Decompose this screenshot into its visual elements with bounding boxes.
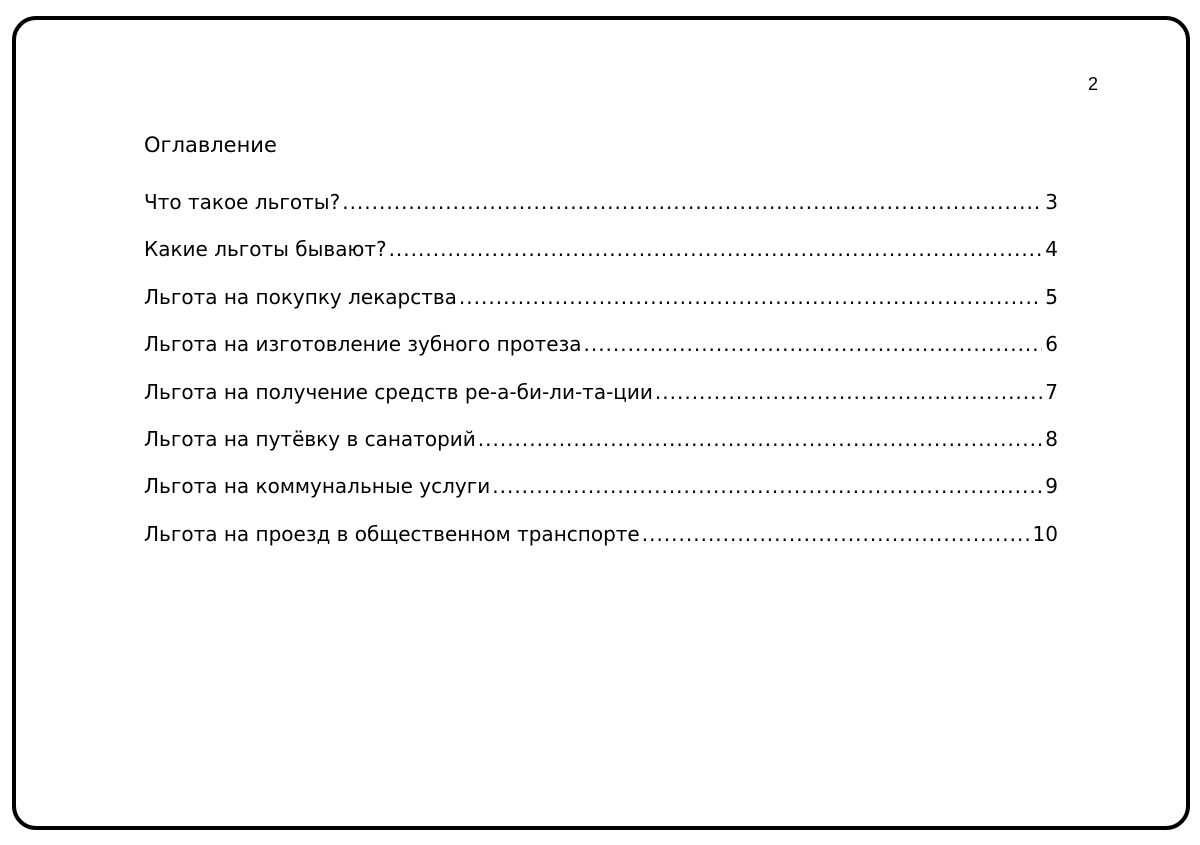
toc-entry-dental-prosthesis[interactable]	[144, 332, 1058, 379]
toc-entry-page: 7	[1045, 379, 1058, 404]
toc-entry-public-transport[interactable]	[144, 522, 1058, 569]
toc-entry-benefit-types[interactable]	[144, 237, 1058, 284]
toc-entry-page: 8	[1045, 426, 1058, 451]
toc-entry-what-are-benefits[interactable]	[144, 190, 1058, 237]
toc-entry-page: 9	[1045, 474, 1058, 499]
toc-entry-medicine[interactable]	[144, 285, 1058, 332]
toc-dot-leader	[459, 285, 1042, 309]
toc-entry-page: 10	[1032, 521, 1058, 546]
toc-entry-label: Льгота на получение средств ре-а-би-ли-та-ции	[144, 379, 653, 404]
toc-entry-label: Какие льготы бывают?	[144, 237, 387, 262]
toc-entry-label: Что такое льготы?	[144, 190, 341, 214]
toc-dot-leader	[655, 380, 1042, 404]
toc-entry-page: 4	[1045, 237, 1058, 262]
toc-dot-leader	[492, 474, 1042, 498]
toc-entry-label: Льгота на коммунальные услуги	[144, 474, 491, 499]
table-of-contents	[144, 190, 1058, 569]
toc-dot-leader	[583, 332, 1042, 356]
toc-entry-page: 5	[1045, 284, 1058, 309]
toc-entry-sanatorium[interactable]	[144, 427, 1058, 474]
toc-entry-utilities[interactable]	[144, 474, 1058, 521]
toc-entry-rehabilitation[interactable]	[144, 380, 1058, 427]
toc-entry-page: 3	[1045, 190, 1058, 214]
toc-entry-page: 6	[1045, 332, 1058, 357]
toc-dot-leader	[642, 522, 1030, 546]
toc-entry-label: Льгота на путёвку в санаторий	[144, 426, 476, 451]
toc-entry-label: Льгота на изготовление зубного протеза	[144, 332, 582, 357]
toc-dot-leader	[478, 427, 1043, 451]
toc-dot-leader	[342, 190, 1042, 214]
toc-dot-leader	[389, 237, 1043, 261]
toc-entry-label: Льгота на проезд в общественном транспорте	[144, 521, 640, 546]
toc-heading: Оглавление	[144, 133, 277, 157]
toc-entry-label: Льгота на покупку лекарства	[144, 284, 457, 309]
page-number: 2	[1088, 74, 1099, 94]
